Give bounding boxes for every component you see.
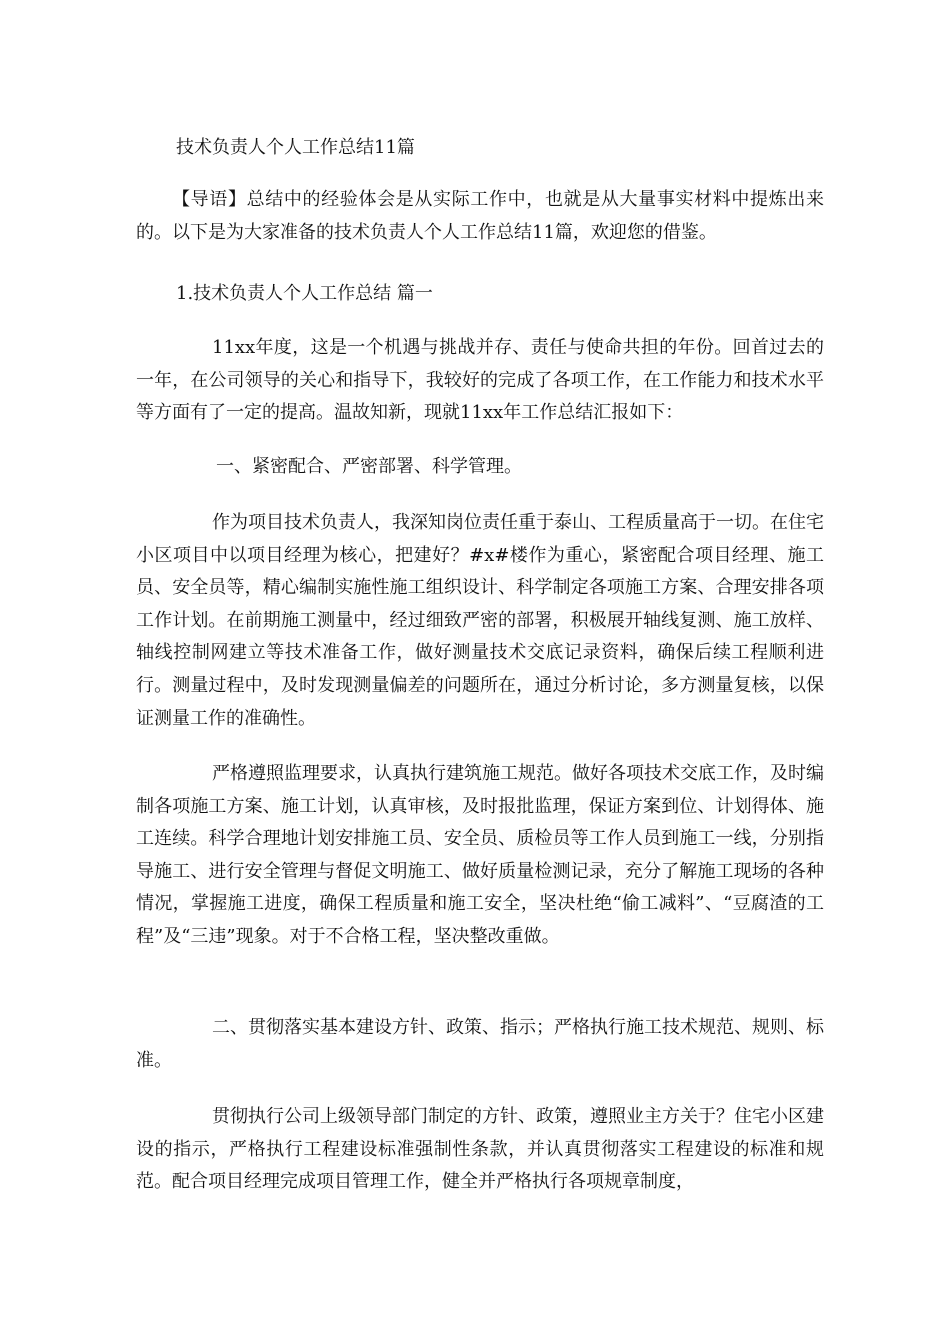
body-paragraph: 11xx年度，这是一个机遇与挑战并存、责任与使命共担的年份。回首过去的一年，在公司领导的关心和指导下，我较好的完成了各项工作，在工作能力和技术水平等方面有了一定的提高。温故知新，现就11xx年工作总结汇报如下： — [136, 337, 824, 424]
intro-paragraph: 【导语】总结中的经验体会是从实际工作中，也就是从大量事实材料中提炼出来的。以下是为大家准备的技术负责人个人工作总结11篇，欢迎您的借鉴。 — [136, 189, 824, 243]
body-paragraph: 作为项目技术负责人，我深知岗位责任重于泰山、工程质量高于一切。在住宅小区项目中以项目经理为核心，把建好？#x#楼作为重心，紧密配合项目经理、施工员、安全员等，精心编制实施性施工组织设计、科学制定各项施工方案、合理安排各项工作计划。在前期施工测量中，经过细致严密的部署，积极展开轴线复测、施工放样、轴线控制网建立等技术准备工作，做好测量技术交底记录资料，确保后续工程顺利进行。测量过程中，及时发现测量偏差的问题所在，通过分析讨论，多方测量复核，以保证测量工作的准确性。 — [136, 512, 824, 729]
subsection-heading: 一、紧密配合、严密部署、科学管理。 — [216, 456, 522, 477]
subsection-heading: 二、贯彻落实基本建设方针、政策、指示；严格执行施工技术规范、规则、标准。 — [136, 1017, 824, 1071]
document-title: 技术负责人个人工作总结11篇 — [176, 137, 415, 158]
section-heading: 1.技术负责人个人工作总结 篇一 — [176, 283, 433, 304]
body-paragraph: 严格遵照监理要求，认真执行建筑施工规范。做好各项技术交底工作，及时编制各项施工方案、施工计划，认真审核，及时报批监理，保证方案到位、计划得体、施工连续。科学合理地计划安排施工员、安全员、质检员等工作人员到施工一线，分别指导施工、进行安全管理与督促文明施工、做好质量检测记录，充分了解施工现场的各种情况，掌握施工进度，确保工程质量和施工安全，坚决杜绝“偷工减料”、“豆腐渣的工程”及“三违”现象。对于不合格工程，坚决整改重做。 — [136, 763, 824, 947]
body-paragraph: 贯彻执行公司上级领导部门制定的方针、政策，遵照业主方关于？住宅小区建设的指示，严格执行工程建设标准强制性条款，并认真贯彻落实工程建设的标准和规范。配合项目经理完成项目管理工作，健全并严格执行各项规章制度， — [136, 1106, 824, 1193]
